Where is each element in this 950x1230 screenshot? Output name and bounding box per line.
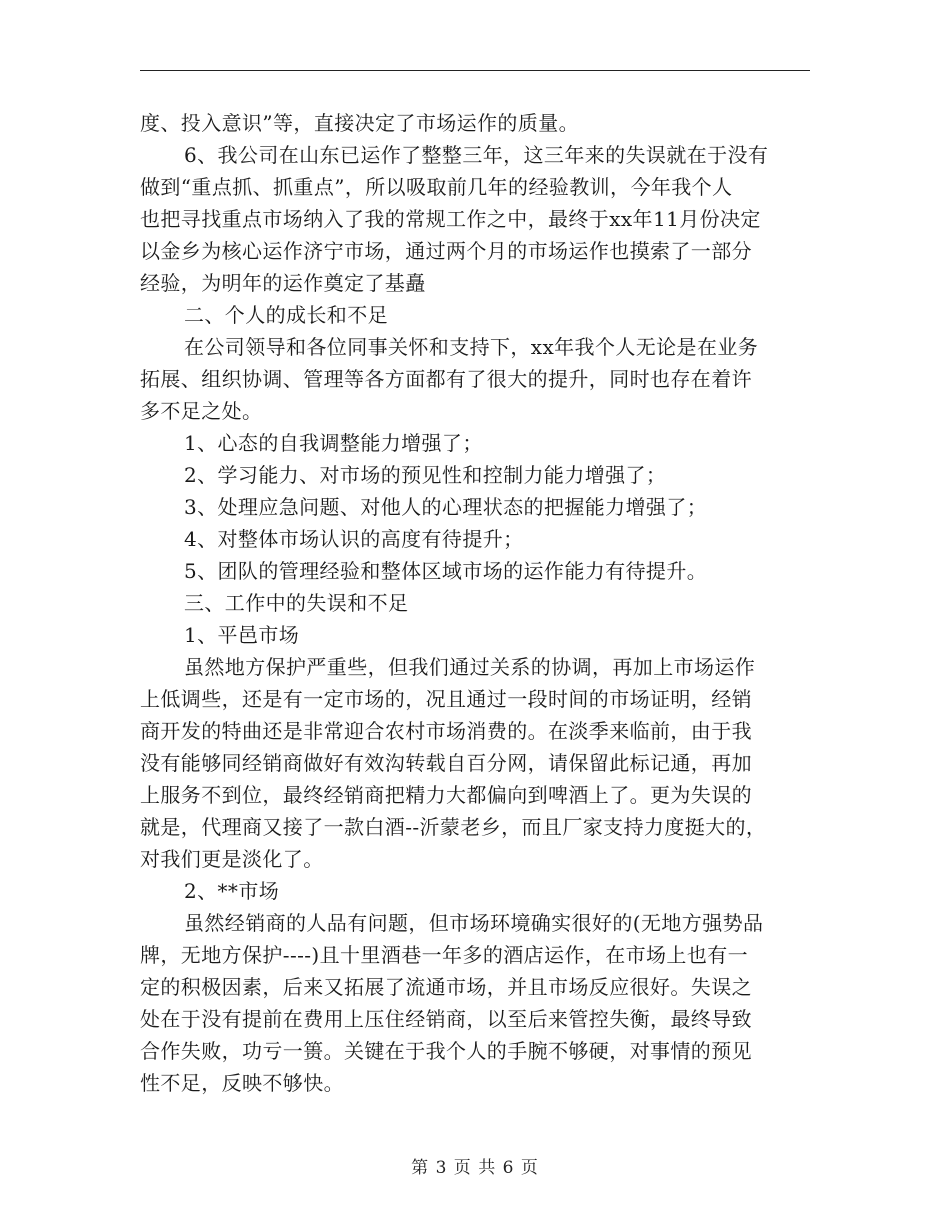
page-footer: 第 3 页 共 6 页 [411, 1158, 539, 1178]
text-line: 上低调些，还是有一定市场的，况且通过一段时间的市场证明，经销 [140, 687, 752, 711]
text-line: 拓展、组织协调、管理等各方面都有了很大的提升，同时也存在着许 [140, 367, 752, 391]
text-line: 多不足之处。 [140, 399, 263, 423]
text-line: 也把寻找重点市场纳入了我的常规工作之中，最终于xx年11月份决定 [140, 207, 761, 231]
text-line: 以金乡为核心运作济宁市场，通过两个月的市场运作也摸索了一部分 [140, 239, 752, 263]
text-line: 1、平邑市场 [184, 623, 300, 647]
text-line: 合作失败，功亏一篑。关键在于我个人的手腕不够硬，对事情的预见 [140, 1039, 752, 1063]
text-line: 3、处理应急问题、对他人的心理状态的把握能力增强了； [184, 495, 708, 519]
text-line: 1、心态的自我调整能力增强了； [184, 431, 483, 455]
text-line: 6、我公司在山东已运作了整整三年，这三年来的失误就在于没有 [184, 143, 769, 167]
text-line: 做到“重点抓、抓重点”，所以吸取前几年的经验教训，今年我个人 [140, 175, 733, 199]
text-line: 2、学习能力、对市场的预见性和控制力能力增强了； [184, 463, 667, 487]
text-line: 没有能够同经销商做好有效沟转载自百分网，请保留此标记通，再加 [140, 751, 752, 775]
text-line: 4、对整体市场认识的高度有待提升； [184, 527, 524, 551]
text-line: 虽然经销商的人品有问题，但市场环境确实很好的(无地方强势品 [184, 911, 764, 935]
text-line: 5、团队的管理经验和整体区域市场的运作能力有待提升。 [184, 559, 708, 583]
text-line: 对我们更是淡化了。 [140, 847, 324, 871]
text-line: 就是，代理商又接了一款白酒--沂蒙老乡，而且厂家支持力度挺大的， [140, 815, 767, 839]
text-line: 处在于没有提前在费用上压住经销商，以至后来管控失衡，最终导致 [140, 1007, 752, 1031]
text-line: 在公司领导和各位同事关怀和支持下，xx年我个人无论是在业务 [184, 335, 759, 359]
text-line: 三、工作中的失误和不足 [184, 591, 409, 615]
text-line: 二、个人的成长和不足 [184, 303, 388, 327]
text-line: 牌，无地方保护----)且十里酒巷一年多的酒店运作，在市场上也有一 [140, 943, 749, 967]
text-line: 经验，为明年的运作奠定了基矗 [140, 271, 426, 295]
document-body [140, 107, 810, 1099]
text-line: 性不足，反映不够快。 [140, 1071, 344, 1095]
header-rule [140, 70, 810, 71]
text-line: 商开发的特曲还是非常迎合农村市场消费的。在淡季来临前，由于我 [140, 719, 752, 743]
text-line: 度、投入意识”等，直接决定了市场运作的质量。 [140, 111, 580, 135]
text-line: 定的积极因素，后来又拓展了流通市场，并且市场反应很好。失误之 [140, 975, 752, 999]
text-line: 上服务不到位，最终经销商把精力大都偏向到啤酒上了。更为失误的 [140, 783, 752, 807]
text-line: 虽然地方保护严重些，但我们通过关系的协调，再加上市场运作 [184, 655, 756, 679]
text-line: 2、**市场 [184, 879, 280, 903]
